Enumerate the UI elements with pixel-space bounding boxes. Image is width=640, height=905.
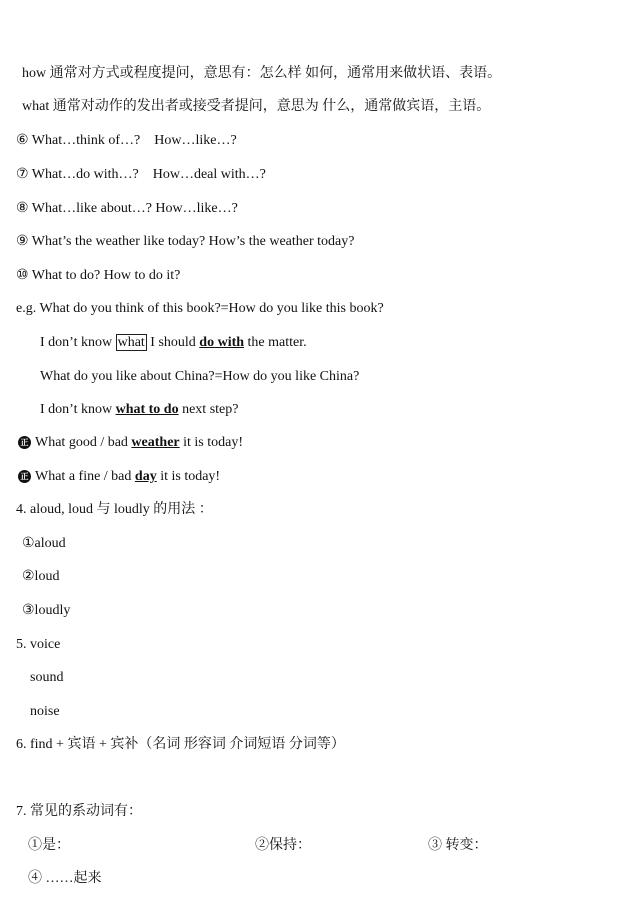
line-exclaim-2 bbox=[18, 468, 220, 486]
line-10: ⑩ What to do? How to do it? bbox=[16, 268, 181, 283]
linking-verb-seem: ④ ……起来 bbox=[28, 871, 102, 886]
line-example-2: What do you like about China?=How do you like China? bbox=[40, 369, 360, 384]
text: What good / bad bbox=[35, 435, 132, 450]
line-7: ⑦ What…do with…? How…deal with…? bbox=[16, 167, 266, 182]
line-what: what 通常对动作的发出者或接受者提问，意思为 什么，通常做宾语，主语。 bbox=[22, 99, 491, 114]
item-loud: ②loud bbox=[22, 569, 60, 584]
circled-mark-icon: 正 bbox=[18, 436, 31, 449]
text: I should bbox=[146, 335, 200, 350]
linking-verb-be: ①是： bbox=[28, 838, 70, 853]
text: the matter. bbox=[244, 335, 307, 350]
section-5-title: 5. voice bbox=[16, 637, 61, 652]
line-how: how 通常对方式或程度提问，意思有：怎么样 如何，通常用来做状语、表语。 bbox=[22, 66, 502, 81]
line-example-1 bbox=[40, 334, 307, 352]
text: next step? bbox=[178, 402, 239, 417]
section-6-title: 6. find + 宾语 + 宾补（名词 形容词 介词短语 分词等） bbox=[16, 737, 345, 752]
bold-phrase: what to do bbox=[115, 402, 179, 417]
text: I don’t know bbox=[40, 335, 116, 350]
bold-phrase: do with bbox=[199, 335, 245, 350]
linking-verb-keep: ②保持： bbox=[255, 838, 311, 853]
line-eg: e.g. What do you think of this book?=How do you like this book? bbox=[16, 301, 384, 316]
text: it is today! bbox=[156, 469, 221, 484]
section-4-title: 4. aloud, loud 与 loudly 的用法 ： bbox=[16, 502, 213, 517]
line-6: ⑥ What…think of…? How…like…? bbox=[16, 133, 237, 148]
line-8: ⑧ What…like about…? How…like…? bbox=[16, 201, 238, 216]
circled-mark-icon: 正 bbox=[18, 470, 31, 483]
text: it is today! bbox=[179, 435, 244, 450]
item-aloud: ①aloud bbox=[22, 536, 66, 551]
line-exclaim-1 bbox=[18, 434, 243, 452]
text: What a fine / bad bbox=[35, 469, 135, 484]
linking-verb-change: ③ 转变： bbox=[428, 838, 488, 853]
line-example-3 bbox=[40, 401, 238, 419]
item-noise: noise bbox=[30, 704, 60, 719]
item-loudly: ③loudly bbox=[22, 603, 71, 618]
line-9: ⑨ What’s the weather like today? How’s the weather today? bbox=[16, 234, 355, 249]
boxed-word: what bbox=[117, 335, 145, 350]
section-7-title: 7. 常见的系动词有： bbox=[16, 804, 142, 819]
bold-phrase: day bbox=[134, 469, 157, 484]
text: I don’t know bbox=[40, 402, 116, 417]
bold-phrase: weather bbox=[131, 435, 180, 450]
item-sound: sound bbox=[30, 670, 64, 685]
